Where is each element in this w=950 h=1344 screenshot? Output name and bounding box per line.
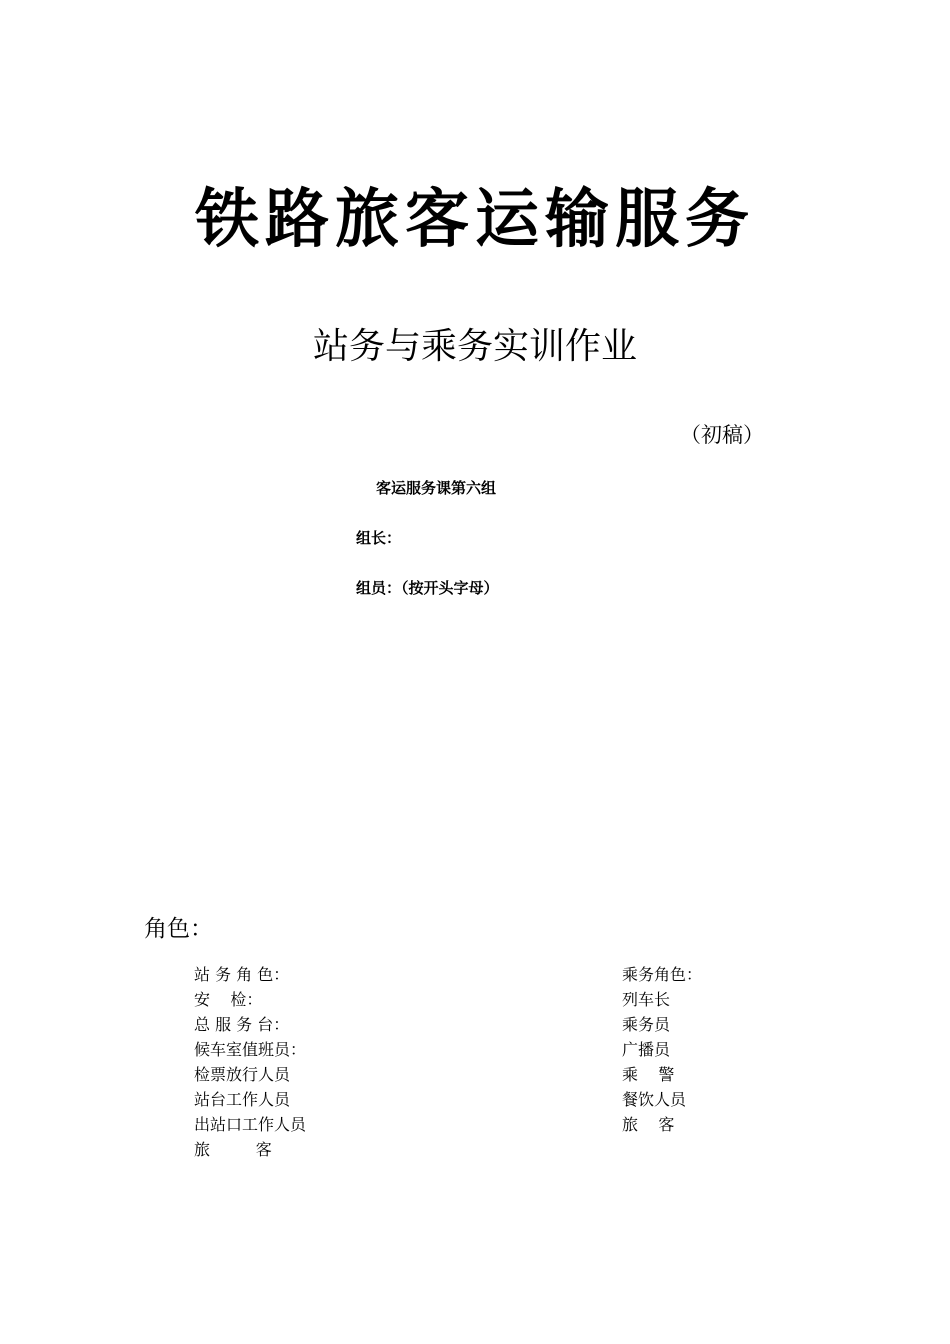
crew-role-item: 乘 警 [622,1065,675,1084]
station-role-item: 出站口工作人员 [194,1115,307,1134]
station-role-item: 旅 客 [194,1140,272,1159]
leader-label: 组长： [356,529,402,547]
crew-role-item: 乘务角色： [622,965,703,984]
members-label: 组员：（按开头字母） [356,579,499,597]
crew-roles-list [622,962,742,1137]
roles-heading: 角色： [144,916,213,942]
station-role-item: 站台工作人员 [194,1090,291,1109]
station-role-item: 总 服 务 台： [194,1015,290,1034]
crew-role-item: 餐饮人员 [622,1090,687,1109]
crew-role-item: 广播员 [622,1040,671,1059]
crew-role-item: 乘务员 [622,1015,671,1034]
main-title: 铁路旅客运输服务 [195,182,755,257]
crew-role-item: 旅 客 [622,1115,675,1134]
station-roles-list [194,962,314,1162]
station-role-item: 安 检： [194,990,263,1009]
station-role-item: 站 务 角 色： [194,965,290,984]
draft-note: （初稿） [680,423,764,447]
crew-role-item: 列车长 [622,990,671,1009]
station-role-item: 检票放行人员 [194,1065,291,1084]
subtitle: 站务与乘务实训作业 [312,326,637,367]
group-name: 客运服务课第六组 [376,479,497,497]
station-role-item: 候车室值班员： [194,1040,307,1059]
